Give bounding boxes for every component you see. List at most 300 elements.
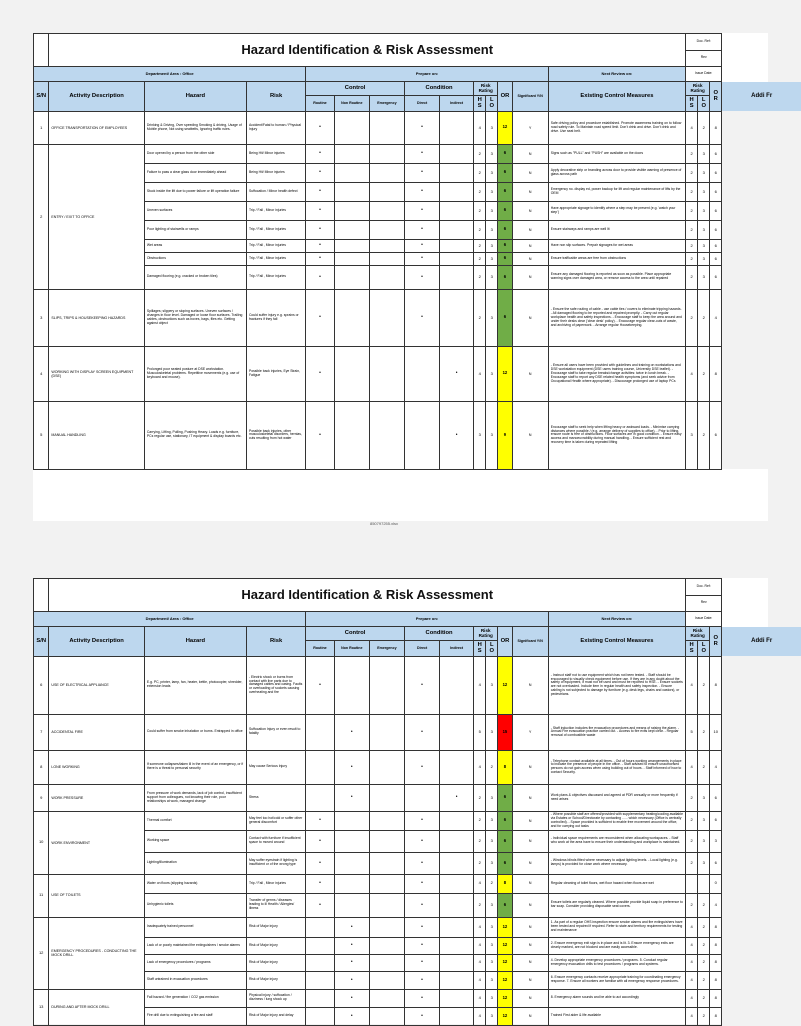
emergency-mark bbox=[369, 656, 404, 714]
significant-value: N bbox=[512, 874, 548, 893]
hs-value: 2 bbox=[474, 852, 486, 874]
risk-cell: Risk of Major injury bbox=[246, 917, 305, 937]
or-value: 6 bbox=[498, 182, 512, 201]
or-value: 12 bbox=[498, 111, 512, 144]
hs-value-2: 4 bbox=[686, 971, 698, 989]
or-value: 12 bbox=[498, 656, 512, 714]
lo-value: 2 bbox=[486, 750, 498, 784]
col-or-2: OR bbox=[710, 82, 722, 112]
indirect-mark bbox=[440, 201, 474, 220]
hs-value-2: 3 bbox=[686, 401, 698, 469]
lo-value: 3 bbox=[486, 289, 498, 346]
lo-value-2: 3 bbox=[698, 239, 710, 252]
or-value-2: 6 bbox=[710, 220, 722, 239]
significant-value: N bbox=[512, 656, 548, 714]
hazard-cell: Thermal comfort bbox=[144, 811, 246, 830]
department-label: Department/ Area : Office bbox=[34, 612, 306, 627]
activity-description: OFFICE TRANSPORTATION OF EMPLOYEES bbox=[49, 111, 145, 144]
routine-mark: • bbox=[306, 144, 335, 163]
or-value-2: 6 bbox=[710, 182, 722, 201]
direct-mark bbox=[405, 784, 440, 811]
col-direct: Direct bbox=[405, 640, 440, 656]
hs-value: 4 bbox=[474, 111, 486, 144]
significant-value: N bbox=[512, 239, 548, 252]
hazard-cell: E.g. PC, printer, lamp, fan, heater, kettle, photocopier, shredder, extension leads bbox=[144, 656, 246, 714]
existing-control-measures: - Staff induction includes fire evacuation procedures and means of raising the alarm. - Annual Fire evacuation practice carried out. - Access to fire exits kept clear. - Regular removal of combustible waste bbox=[548, 714, 685, 750]
non-routine-mark: • bbox=[334, 971, 369, 989]
table-row bbox=[34, 811, 801, 830]
hs-value: 2 bbox=[474, 893, 486, 917]
or-value-2: 8 bbox=[710, 954, 722, 971]
prepare-label: Prepare on: bbox=[306, 67, 549, 82]
or-value-2: 6 bbox=[710, 252, 722, 265]
significant-value: N bbox=[512, 917, 548, 937]
indirect-mark bbox=[440, 917, 474, 937]
hazard-cell: If someone collapses/taken ill in the event of an emergency, or if there is a threat to personal security bbox=[144, 750, 246, 784]
significant-value: N bbox=[512, 289, 548, 346]
row-sn: 13 bbox=[34, 989, 49, 1025]
lo-value: 3 bbox=[486, 989, 498, 1007]
table-row bbox=[34, 874, 801, 893]
or-value: 6 bbox=[498, 201, 512, 220]
existing-control-measures: - Telephone contact available at all times. - Out of hours working arrangements in place to indicate the presence of people in the office. - Staff advised to ensure unauthorised persons do not gain access when using building out of hours. - Staff informed of how to contact Security. bbox=[548, 750, 685, 784]
indirect-mark bbox=[440, 265, 474, 289]
table-row bbox=[34, 893, 801, 917]
indirect-mark bbox=[440, 811, 474, 830]
col-lo-2: LO bbox=[698, 640, 710, 656]
rev-label: Rev bbox=[686, 595, 722, 612]
hazard-cell: Working space bbox=[144, 830, 246, 852]
hs-value: 4 bbox=[474, 750, 486, 784]
col-existing-controls: Existing Control Measures bbox=[548, 627, 685, 657]
non-routine-mark: • bbox=[334, 1007, 369, 1025]
risk-cell: Trip / Fall , Minor injuries bbox=[246, 201, 305, 220]
table-row bbox=[34, 401, 801, 469]
col-risk-rating: Risk Rating bbox=[474, 82, 498, 96]
existing-control-measures: 1. As part of a regular OHS inspection ensure smoke alarms and fire extinguishers have been tested and repaired if required. Refer to state and territory requirements for testing and maintenance bbox=[548, 917, 685, 937]
lo-value: 3 bbox=[486, 811, 498, 830]
significant-value: N bbox=[512, 937, 548, 954]
direct-mark: • bbox=[405, 830, 440, 852]
or-value-2: 8 bbox=[710, 937, 722, 954]
lo-value: 3 bbox=[486, 265, 498, 289]
row-sn: 3 bbox=[34, 289, 49, 346]
or-value: 6 bbox=[498, 289, 512, 346]
hs-value: 4 bbox=[474, 917, 486, 937]
routine-mark: • bbox=[306, 252, 335, 265]
lo-value-2: 2 bbox=[698, 971, 710, 989]
routine-mark: • bbox=[306, 346, 335, 401]
col-activity: Activity Description bbox=[49, 627, 145, 657]
activity-description: DURING AND AFTER MOCK DRILL bbox=[49, 989, 145, 1025]
significant-value: N bbox=[512, 1007, 548, 1025]
issue-date-label: Issue Date: bbox=[686, 612, 722, 627]
or-value: 12 bbox=[498, 989, 512, 1007]
hazard-cell: Inadequately trained personnel bbox=[144, 917, 246, 937]
emergency-mark bbox=[369, 111, 404, 144]
routine-mark: • bbox=[306, 220, 335, 239]
lo-value: 2 bbox=[486, 874, 498, 893]
non-routine-mark bbox=[334, 346, 369, 401]
direct-mark: • bbox=[405, 239, 440, 252]
or-value-2: 4 bbox=[710, 750, 722, 784]
or-value: 12 bbox=[498, 954, 512, 971]
significant-value: N bbox=[512, 784, 548, 811]
hs-value-2: 2 bbox=[686, 201, 698, 220]
existing-control-measures: - Instruct staff not to use equipment which has not been tested. - Staff should be encouraged to visually check equipment before use. If they are in any doubt about the safety of equipment, it must not be used and must be reported to HSE. - Ensure sockets are not overloaded. Include item in regular health and safety inspection. - Ensure cabling is not subjected to damage by furniture (e.g. desk legs, chairs and castors), or pedestrians. bbox=[548, 656, 685, 714]
risk-cell: Risk of Major injury bbox=[246, 954, 305, 971]
table-row bbox=[34, 111, 801, 144]
emergency-mark bbox=[369, 917, 404, 937]
col-risk: Risk bbox=[246, 82, 305, 112]
emergency-mark bbox=[369, 265, 404, 289]
table-row bbox=[34, 656, 801, 714]
emergency-mark bbox=[369, 954, 404, 971]
hs-value: 4 bbox=[474, 937, 486, 954]
col-routine: Routine bbox=[306, 95, 335, 111]
hs-value-2: 2 bbox=[686, 252, 698, 265]
risk-cell: Trip / Fall , Minor injuries bbox=[246, 265, 305, 289]
hs-value: 4 bbox=[474, 346, 486, 401]
indirect-mark: • bbox=[440, 346, 474, 401]
table-row bbox=[34, 750, 801, 784]
routine-mark: • bbox=[306, 163, 335, 182]
risk-cell: May cause Serious Injury bbox=[246, 750, 305, 784]
emergency-mark bbox=[369, 989, 404, 1007]
or-value-2: 8 bbox=[710, 971, 722, 989]
activity-description: WORK ENVIRONMENT bbox=[49, 811, 145, 874]
hs-value-2: 2 bbox=[686, 144, 698, 163]
hazard-cell: Wet areas bbox=[144, 239, 246, 252]
direct-mark: • bbox=[405, 917, 440, 937]
existing-control-measures: Safe driving policy and procedure established. Promote awareness training on to follow road safety rule. To Maintain road speed limit. Don't drink and drive. Don't drink and drive. Use seat belt. bbox=[548, 111, 685, 144]
routine-mark bbox=[306, 989, 335, 1007]
activity-description: WORK PRESSURE bbox=[49, 784, 145, 811]
emergency-mark bbox=[369, 811, 404, 830]
hs-value: 2 bbox=[474, 252, 486, 265]
col-non-routine: Non Routine bbox=[334, 95, 369, 111]
existing-control-measures: Apply decorative strip or branding across door to provide visible warning of presence of glass across path bbox=[548, 163, 685, 182]
direct-mark: • bbox=[405, 252, 440, 265]
indirect-mark bbox=[440, 852, 474, 874]
significant-value: Y bbox=[512, 714, 548, 750]
indirect-mark bbox=[440, 111, 474, 144]
or-value: 6 bbox=[498, 220, 512, 239]
routine-mark bbox=[306, 750, 335, 784]
hazard-cell: Poor lighting of stairwells or ramps bbox=[144, 220, 246, 239]
col-indirect: Indirect bbox=[440, 640, 474, 656]
row-sn: 12 bbox=[34, 917, 49, 989]
direct-mark: • bbox=[405, 750, 440, 784]
hazard-cell: Spillages; slippery or sloping surfaces. Uneven surfaces / changes in floor level. Damaged or loose floor surfaces. Trailing cables, obstructions such as boxes, bags, files etc. Getting against object bbox=[144, 289, 246, 346]
col-lo: LO bbox=[486, 95, 498, 111]
risk-cell: Transfer of germs / diseases leading to ill Health / Allergies/ illness bbox=[246, 893, 305, 917]
risk-cell: Trip / Fall , Minor injuries bbox=[246, 220, 305, 239]
or-value-2: 6 bbox=[710, 163, 722, 182]
col-lo-2: LO bbox=[698, 95, 710, 111]
risk-cell: Being Hit/ Minor injuries bbox=[246, 163, 305, 182]
direct-mark bbox=[405, 401, 440, 469]
lo-value-2: 3 bbox=[698, 265, 710, 289]
lo-value: 3 bbox=[486, 893, 498, 917]
significant-value: N bbox=[512, 750, 548, 784]
indirect-mark bbox=[440, 163, 474, 182]
hazard-cell: Fall hazard / fire generation / CO2 gas emission bbox=[144, 989, 246, 1007]
or-value-2: 6 bbox=[710, 239, 722, 252]
emergency-mark bbox=[369, 163, 404, 182]
indirect-mark bbox=[440, 182, 474, 201]
significant-value: N bbox=[512, 163, 548, 182]
col-non-routine: Non Routine bbox=[334, 640, 369, 656]
next-review-label: Next Review on: bbox=[548, 67, 685, 82]
routine-mark bbox=[306, 937, 335, 954]
col-emergency: Emergency bbox=[369, 640, 404, 656]
hs-value: 2 bbox=[474, 811, 486, 830]
routine-mark bbox=[306, 784, 335, 811]
col-sn: S/N bbox=[34, 627, 49, 657]
col-hs: HS bbox=[474, 95, 486, 111]
hs-value-2: 4 bbox=[686, 954, 698, 971]
emergency-mark bbox=[369, 714, 404, 750]
significant-value: N bbox=[512, 971, 548, 989]
direct-mark: • bbox=[405, 893, 440, 917]
col-significant: Significant Y/N bbox=[512, 82, 548, 112]
routine-mark: • bbox=[306, 811, 335, 830]
col-lo: LO bbox=[486, 640, 498, 656]
indirect-mark bbox=[440, 144, 474, 163]
next-review-label: Next Review on: bbox=[548, 612, 685, 627]
table-row bbox=[34, 239, 801, 252]
table-row bbox=[34, 937, 801, 954]
col-hs-2: HS bbox=[686, 95, 698, 111]
direct-mark: • bbox=[405, 852, 440, 874]
emergency-mark bbox=[369, 893, 404, 917]
non-routine-mark bbox=[334, 811, 369, 830]
lo-value: 3 bbox=[486, 830, 498, 852]
row-sn: 4 bbox=[34, 346, 49, 401]
col-emergency: Emergency bbox=[369, 95, 404, 111]
existing-control-measures: 2. Ensure emergency exit sign is in place and is lit. 3. Ensure emergency exits are clearly marked, are not blocked and are easily accessible. bbox=[548, 937, 685, 954]
indirect-mark bbox=[440, 252, 474, 265]
risk-cell: Suffocation / Minor health defect bbox=[246, 182, 305, 201]
indirect-mark bbox=[440, 656, 474, 714]
col-additional: Addi Fr bbox=[722, 82, 801, 112]
risk-cell: Accident/Fatal to human / Physical Injury bbox=[246, 111, 305, 144]
direct-mark: • bbox=[405, 954, 440, 971]
routine-mark: • bbox=[306, 289, 335, 346]
table-row bbox=[34, 182, 801, 201]
existing-control-measures: Encourage staff to seek help when lifting heavy or awkward loads. - Minimise carrying distances where possible / (e.g. arrange delivery of supplies to office). - Prior to lifting, ensure route is free of obstructions. Floor surfaces are in good condition. - Ensure easy access and manoeuvrability during manual handling. - Ensure sufficient rest and recovery time is taken during repeated lifting bbox=[548, 401, 685, 469]
hs-value-2: 4 bbox=[686, 656, 698, 714]
significant-value: N bbox=[512, 954, 548, 971]
hs-value: 4 bbox=[474, 874, 486, 893]
col-hs: HS bbox=[474, 640, 486, 656]
activity-description: WORKING WITH DISPLAY SCREEN EQUIPMENT (DSE) bbox=[49, 346, 145, 401]
risk-cell: Physical injury / suffocation / dizziness / lung shock up bbox=[246, 989, 305, 1007]
indirect-mark bbox=[440, 874, 474, 893]
indirect-mark bbox=[440, 937, 474, 954]
lo-value-2: 3 bbox=[698, 144, 710, 163]
lo-value: 3 bbox=[486, 954, 498, 971]
col-existing-controls: Existing Control Measures bbox=[548, 82, 685, 112]
table-row bbox=[34, 289, 801, 346]
or-value: 6 bbox=[498, 265, 512, 289]
indirect-mark bbox=[440, 893, 474, 917]
lo-value: 3 bbox=[486, 163, 498, 182]
or-value-2: 8 bbox=[710, 1007, 722, 1025]
or-value: 6 bbox=[498, 239, 512, 252]
significant-value: N bbox=[512, 144, 548, 163]
row-sn: 1 bbox=[34, 111, 49, 144]
hs-value-2 bbox=[686, 874, 698, 893]
hs-value: 4 bbox=[474, 656, 486, 714]
or-value-2: 0 bbox=[710, 874, 722, 893]
table-row bbox=[34, 989, 801, 1007]
hs-value: 4 bbox=[474, 989, 486, 1007]
sheet-page-2 bbox=[33, 578, 768, 1024]
lo-value-2: 2 bbox=[698, 893, 710, 917]
risk-cell: Risk of Major injury bbox=[246, 937, 305, 954]
significant-value: N bbox=[512, 893, 548, 917]
hs-value: 5 bbox=[474, 714, 486, 750]
table-row bbox=[34, 714, 801, 750]
row-sn: 7 bbox=[34, 714, 49, 750]
direct-mark: • bbox=[405, 874, 440, 893]
or-value-2: 6 bbox=[710, 265, 722, 289]
lo-value-2: 2 bbox=[698, 917, 710, 937]
direct-mark: • bbox=[405, 144, 440, 163]
risk-cell: Stress bbox=[246, 784, 305, 811]
emergency-mark bbox=[369, 852, 404, 874]
col-sn: S/N bbox=[34, 82, 49, 112]
hazard-cell: Door opened by a person from the other side bbox=[144, 144, 246, 163]
doc-ref-label: Doc. Ref: bbox=[686, 34, 722, 51]
direct-mark: • bbox=[405, 289, 440, 346]
existing-control-measures: Ensure stairways and ramps are well lit bbox=[548, 220, 685, 239]
lo-value: 3 bbox=[486, 346, 498, 401]
table-row bbox=[34, 144, 801, 163]
significant-value: N bbox=[512, 811, 548, 830]
or-value-2: 6 bbox=[710, 201, 722, 220]
indirect-mark bbox=[440, 954, 474, 971]
hazard-cell: Staff untrained in evacuation procedures bbox=[144, 971, 246, 989]
risk-cell: Being Hit/ Minor injuries bbox=[246, 144, 305, 163]
or-value-2: 8 bbox=[710, 111, 722, 144]
hazard-cell: Fire drill due to extinguishing a fire and staff bbox=[144, 1007, 246, 1025]
hazard-cell: Drinking & Driving, Over speeding Smoking & driving, Usage of Mobile phone, Not using seatbelts, Ignoring traffic rules. bbox=[144, 111, 246, 144]
row-sn: 6 bbox=[34, 656, 49, 714]
activity-description: LONE WORKING bbox=[49, 750, 145, 784]
routine-mark bbox=[306, 917, 335, 937]
hs-value: 2 bbox=[474, 182, 486, 201]
hs-value-2: 2 bbox=[686, 220, 698, 239]
col-risk-rating-2: Risk Rating bbox=[686, 82, 710, 96]
row-sn: 2 bbox=[34, 144, 49, 289]
lo-value: 3 bbox=[486, 937, 498, 954]
hs-value-2: 4 bbox=[686, 750, 698, 784]
hs-value-2: 4 bbox=[686, 111, 698, 144]
hs-value-2: 4 bbox=[686, 917, 698, 937]
lo-value-2: 2 bbox=[698, 937, 710, 954]
direct-mark bbox=[405, 346, 440, 401]
lo-value: 3 bbox=[486, 784, 498, 811]
existing-control-measures: Ensure any damaged flooring is reported as soon as possible. Place appropriate warning signs over damaged area, or remove access to the area until repaired bbox=[548, 265, 685, 289]
activity-description: USE OF ELECTRICAL APPLIANCE bbox=[49, 656, 145, 714]
row-sn: 11 bbox=[34, 874, 49, 917]
col-hazard: Hazard bbox=[144, 627, 246, 657]
lo-value: 3 bbox=[486, 144, 498, 163]
risk-cell: Contact with furniture if insufficient space to moved around bbox=[246, 830, 305, 852]
existing-control-measures: - Ensure the safe routing of cable - use cable ties / covers to eliminate tripping hazards. - All damaged flooring to be reported and repaired promptly. - Carry out regular workplace health and safety inspections. - Encourage staff to keep the area around and under their desks clear ('clear desk' policy). - Encourage regular clear-outs of waste, and archiving of paperwork. - Arrange regular Housekeeping. bbox=[548, 289, 685, 346]
emergency-mark bbox=[369, 220, 404, 239]
routine-mark: • bbox=[306, 239, 335, 252]
lo-value-2: 2 bbox=[698, 346, 710, 401]
or-value-2: 4 bbox=[710, 893, 722, 917]
lo-value-2: 2 bbox=[698, 954, 710, 971]
emergency-mark bbox=[369, 874, 404, 893]
lo-value-2: 2 bbox=[698, 1007, 710, 1025]
risk-cell: Trip / Fall , Minor injuries bbox=[246, 874, 305, 893]
table-row bbox=[34, 265, 801, 289]
hs-value: 3 bbox=[474, 401, 486, 469]
hs-value-2: 4 bbox=[686, 1007, 698, 1025]
significant-value: N bbox=[512, 852, 548, 874]
lo-value-2: 3 bbox=[698, 220, 710, 239]
activity-description: USE OF TOILETS bbox=[49, 874, 145, 917]
routine-mark: • bbox=[306, 401, 335, 469]
lo-value-2: 3 bbox=[698, 784, 710, 811]
lo-value-2: 3 bbox=[698, 201, 710, 220]
risk-cell: May feel too hot/cold or suffer other general discomfort bbox=[246, 811, 305, 830]
lo-value-2: 2 bbox=[698, 401, 710, 469]
hs-value-2: 2 bbox=[686, 852, 698, 874]
or-value: 6 bbox=[498, 144, 512, 163]
existing-control-measures: Signs such as "PULL" and "PUSH" are available on the doors bbox=[548, 144, 685, 163]
or-value-2: 8 bbox=[710, 346, 722, 401]
existing-control-measures: - Ensure all users have been provided with guidelines and training on workstations and DSE workstation equipment (DSE users training course, University DSE leaflet). - Encourage staff to take regular breaks/change activities: twice in lunch break. - Encourage staff to report any DSE related health symptoms (and seek advice from Occupational Health where appropriate). - Discourage prolonged use of laptop PCs bbox=[548, 346, 685, 401]
col-hs-2: HS bbox=[686, 640, 698, 656]
table-row bbox=[34, 954, 801, 971]
lo-value: 3 bbox=[486, 1007, 498, 1025]
lo-value: 3 bbox=[486, 252, 498, 265]
direct-mark: • bbox=[405, 989, 440, 1007]
significant-value: N bbox=[512, 201, 548, 220]
existing-control-measures: Emergency no. display ed, power backup for lift and regular maintenance of lifts by the OEM bbox=[548, 182, 685, 201]
significant-value: N bbox=[512, 220, 548, 239]
lo-value-2: 2 bbox=[698, 714, 710, 750]
table-row bbox=[34, 220, 801, 239]
risk-cell: - Electric shock or burns from contact with live parts due to damaged cables and casing. Faults or overloading of sockets causing overheating and fire bbox=[246, 656, 305, 714]
lo-value: 3 bbox=[486, 239, 498, 252]
department-label: Department/ Area : Office bbox=[34, 67, 306, 82]
or-value: 12 bbox=[498, 971, 512, 989]
direct-mark: • bbox=[405, 111, 440, 144]
existing-control-measures: 4. Develop appropriate emergency procedures / programs. 5. Conduct regular emergency evacuation drills to test procedures / programs and systems. bbox=[548, 954, 685, 971]
hs-value: 2 bbox=[474, 239, 486, 252]
or-value: 6 bbox=[498, 811, 512, 830]
routine-mark: • bbox=[306, 830, 335, 852]
file-name-label: 850797255.xlsx bbox=[0, 521, 768, 526]
non-routine-mark: • bbox=[334, 917, 369, 937]
lo-value: 3 bbox=[486, 917, 498, 937]
hazard-cell: Water on floors (slipping hazards) bbox=[144, 874, 246, 893]
non-routine-mark bbox=[334, 201, 369, 220]
or-value-2: 8 bbox=[710, 989, 722, 1007]
routine-mark: • bbox=[306, 182, 335, 201]
significant-value: N bbox=[512, 989, 548, 1007]
lo-value: 3 bbox=[486, 182, 498, 201]
hs-value-2: 4 bbox=[686, 937, 698, 954]
